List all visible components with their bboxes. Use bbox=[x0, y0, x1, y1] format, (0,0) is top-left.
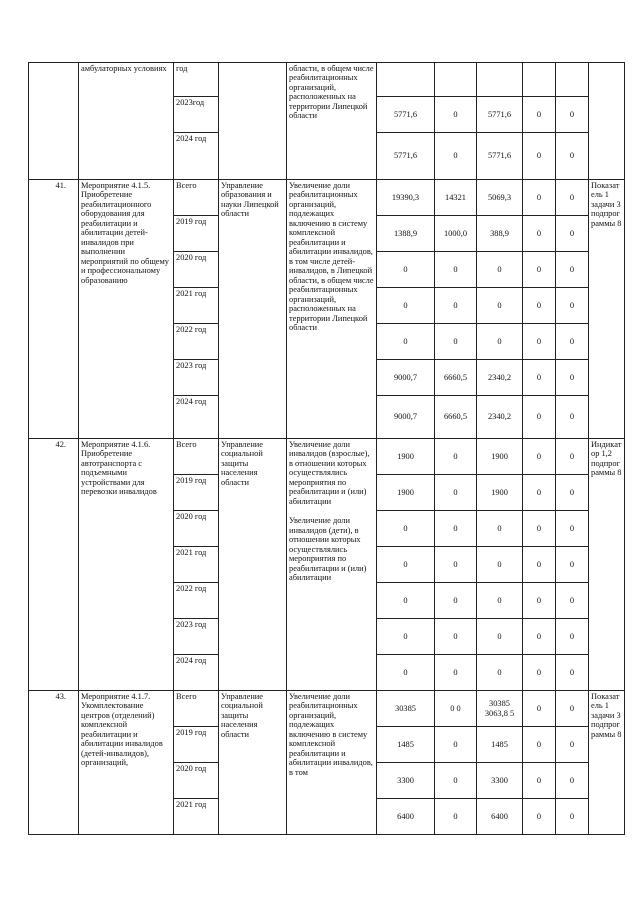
value-cell: 0 bbox=[377, 547, 435, 583]
value-cell bbox=[435, 63, 477, 97]
year-cell: Всего bbox=[174, 439, 219, 475]
value-cell: 3300 bbox=[377, 763, 435, 799]
value-cell: 5069,3 bbox=[477, 180, 523, 216]
result-cell bbox=[287, 180, 377, 439]
value-cell: 0 bbox=[556, 252, 589, 288]
value-cell bbox=[477, 63, 523, 97]
value-cell: 0 bbox=[523, 619, 556, 655]
event-cell: Мероприятие 4.1.7. Укомплектование центров (отделений) комплексной реабилитации и абилитации инвалидов (детей-инвалидов), организаций, bbox=[79, 691, 174, 835]
value-cell: 0 bbox=[556, 727, 589, 763]
value-cell: 0 bbox=[377, 583, 435, 619]
row-number-cell: 43. bbox=[29, 691, 79, 835]
year-cell: 2024 год bbox=[174, 133, 219, 180]
year-cell: 2023 год bbox=[174, 360, 219, 396]
value-cell bbox=[523, 63, 556, 97]
table-row bbox=[29, 691, 625, 727]
value-cell: 1000,0 bbox=[435, 216, 477, 252]
value-cell: 0 bbox=[523, 133, 556, 180]
executor-cell: Управление социальной защиты населения области bbox=[219, 439, 287, 691]
row-number-cell: 41. bbox=[29, 180, 79, 439]
indicator-cell bbox=[589, 63, 625, 180]
year-cell: Всего bbox=[174, 691, 219, 727]
row-number-cell bbox=[29, 63, 79, 180]
result-text-2: Увеличение доли инвалидов (дети), в отношении которых осуществлялись мероприятия по реабилитации и (или) абилитации bbox=[289, 516, 367, 583]
program-table bbox=[28, 62, 625, 835]
value-cell: 9000,7 bbox=[377, 360, 435, 396]
value-cell: 0 bbox=[523, 180, 556, 216]
value-cell: 0 bbox=[477, 324, 523, 360]
value-cell: 0 bbox=[556, 180, 589, 216]
value-cell: 0 bbox=[435, 133, 477, 180]
value-cell: 0 bbox=[435, 583, 477, 619]
executor-cell: Управление социальной защиты населения области bbox=[219, 691, 287, 835]
result-cell bbox=[287, 439, 377, 691]
year-cell: 2022 год bbox=[174, 324, 219, 360]
value-cell: 0 bbox=[556, 475, 589, 511]
value-cell: 0 bbox=[556, 439, 589, 475]
value-cell: 0 bbox=[435, 439, 477, 475]
value-cell: 0 bbox=[556, 763, 589, 799]
year-cell: год bbox=[174, 63, 219, 97]
value-cell: 5771,6 bbox=[377, 97, 435, 133]
value-cell: 0 bbox=[477, 583, 523, 619]
value-cell: 0 bbox=[556, 324, 589, 360]
value-cell: 0 bbox=[556, 799, 589, 835]
value-cell: 1900 bbox=[477, 439, 523, 475]
value-cell: 0 bbox=[477, 288, 523, 324]
result-cell: области, в общем числе реабилитационных организаций, расположенных на территории Липецкой области bbox=[287, 63, 377, 180]
value-cell: 0 bbox=[435, 288, 477, 324]
year-cell: 2020 год bbox=[174, 252, 219, 288]
value-cell: 0 bbox=[556, 619, 589, 655]
value-cell: 0 bbox=[523, 439, 556, 475]
value-cell: 0 bbox=[556, 396, 589, 439]
value-cell: 0 bbox=[523, 396, 556, 439]
value-cell: 0 bbox=[435, 547, 477, 583]
value-cell: 1900 bbox=[477, 475, 523, 511]
year-cell: 2019 год bbox=[174, 216, 219, 252]
value-cell: 30385 bbox=[377, 691, 435, 727]
year-cell: Всего bbox=[174, 180, 219, 216]
value-cell: 9000,7 bbox=[377, 396, 435, 439]
value-cell: 0 bbox=[435, 475, 477, 511]
value-cell: 388,9 bbox=[477, 216, 523, 252]
value-cell: 0 bbox=[377, 511, 435, 547]
value-cell: 0 bbox=[435, 763, 477, 799]
value-cell: 19390,3 bbox=[377, 180, 435, 216]
value-cell: 5771,6 bbox=[377, 133, 435, 180]
value-cell: 0 bbox=[523, 216, 556, 252]
value-cell: 0 bbox=[435, 619, 477, 655]
value-cell: 0 bbox=[523, 655, 556, 691]
value-cell: 0 bbox=[556, 583, 589, 619]
value-cell: 0 bbox=[435, 97, 477, 133]
value-cell: 0 bbox=[523, 583, 556, 619]
value-cell: 3300 bbox=[477, 763, 523, 799]
indicator-cell: Показатель 1 задачи 3 подпрограммы 8 bbox=[589, 691, 625, 835]
value-cell: 0 bbox=[523, 727, 556, 763]
executor-cell bbox=[219, 63, 287, 180]
value-cell: 5771,6 bbox=[477, 97, 523, 133]
value-cell: 6660,5 bbox=[435, 360, 477, 396]
year-cell: 2024 год bbox=[174, 655, 219, 691]
value-cell: 1485 bbox=[377, 727, 435, 763]
value-cell: 0 bbox=[477, 655, 523, 691]
value-cell: 0 bbox=[477, 619, 523, 655]
value-cell: 0 bbox=[523, 475, 556, 511]
value-cell: 0 bbox=[523, 288, 556, 324]
value-cell: 0 bbox=[556, 547, 589, 583]
indicator-cell: Индикатор 1,2 подпрограммы 8 bbox=[589, 439, 625, 691]
event-cell: амбулаторных условиях bbox=[79, 63, 174, 180]
value-cell: 1900 bbox=[377, 439, 435, 475]
value-cell: 1900 bbox=[377, 475, 435, 511]
value-cell: 0 bbox=[556, 97, 589, 133]
value-cell: 0 bbox=[435, 655, 477, 691]
value-cell: 0 bbox=[377, 288, 435, 324]
value-cell: 0 bbox=[523, 97, 556, 133]
value-cell: 2340,2 bbox=[477, 396, 523, 439]
value-cell: 0 0 bbox=[435, 691, 477, 727]
year-cell: 2024 год bbox=[174, 396, 219, 439]
year-cell: 2021 год bbox=[174, 547, 219, 583]
value-cell: 0 bbox=[523, 252, 556, 288]
value-cell: 0 bbox=[377, 655, 435, 691]
value-cell: 0 bbox=[523, 691, 556, 727]
year-cell: 2023 год bbox=[174, 619, 219, 655]
result-cell bbox=[287, 691, 377, 835]
value-cell: 0 bbox=[377, 252, 435, 288]
value-cell: 6400 bbox=[477, 799, 523, 835]
result-text: Увеличение доли реабилитационных организаций, подлежащих включению в систему комплексной реабилитации и абилитации инвалидов, в том числе детей-инвалидов, в Липецкой области, в общем числе реабилитационных организаций, расположенных на территории Липецкой области bbox=[289, 181, 374, 333]
value-cell bbox=[377, 63, 435, 97]
year-cell: 2020 год bbox=[174, 763, 219, 799]
row-number-cell: 42. bbox=[29, 439, 79, 691]
value-cell: 0 bbox=[556, 360, 589, 396]
table-row bbox=[29, 63, 625, 97]
event-cell: Мероприятие 4.1.6. Приобретение автотранспорта с подъемными устройствами для перевозки инвалидов bbox=[79, 439, 174, 691]
value-cell: 6400 bbox=[377, 799, 435, 835]
value-cell: 0 bbox=[523, 324, 556, 360]
executor-cell: Управление образования и науки Липецкой области bbox=[219, 180, 287, 439]
value-cell: 0 bbox=[477, 252, 523, 288]
value-cell: 0 bbox=[523, 360, 556, 396]
value-cell: 0 bbox=[377, 619, 435, 655]
year-cell: 2022 год bbox=[174, 583, 219, 619]
document-page bbox=[28, 62, 624, 835]
value-cell: 0 bbox=[523, 511, 556, 547]
indicator-cell: Показатель 1 задачи 3 подпрограммы 8 bbox=[589, 180, 625, 439]
value-cell: 0 bbox=[556, 511, 589, 547]
value-cell: 30385 3063,8 5 bbox=[477, 691, 523, 727]
value-cell bbox=[556, 63, 589, 97]
value-cell: 2340,2 bbox=[477, 360, 523, 396]
year-cell: 2021 год bbox=[174, 799, 219, 835]
result-text: Увеличение доли реабилитационных организаций, подлежащих включению в систему комплексной реабилитации и абилитации инвалидов, в том bbox=[289, 692, 373, 777]
value-cell: 6660,5 bbox=[435, 396, 477, 439]
value-cell: 1485 bbox=[477, 727, 523, 763]
value-cell: 0 bbox=[377, 324, 435, 360]
value-cell: 0 bbox=[477, 547, 523, 583]
year-cell: 2019 год bbox=[174, 475, 219, 511]
value-cell: 5771,6 bbox=[477, 133, 523, 180]
table-row bbox=[29, 439, 625, 475]
year-cell: 2019 год bbox=[174, 727, 219, 763]
value-cell: 0 bbox=[477, 511, 523, 547]
value-cell: 0 bbox=[435, 799, 477, 835]
year-cell: 2021 год bbox=[174, 288, 219, 324]
value-cell: 0 bbox=[556, 216, 589, 252]
value-cell: 0 bbox=[523, 799, 556, 835]
value-cell: 14321 bbox=[435, 180, 477, 216]
value-cell: 0 bbox=[523, 547, 556, 583]
event-cell: Мероприятие 4.1.5. Приобретение реабилитационного оборудования для реабилитации и абилитации детей-инвалидов при выполнении мероприятий по общему и профессиональному образованию bbox=[79, 180, 174, 439]
result-text: Увеличение доли инвалидов (взрослые), в отношении которых осуществлялись мероприятия по реабилитации и (или) абилитации bbox=[289, 440, 370, 506]
value-cell: 0 bbox=[523, 763, 556, 799]
table-row bbox=[29, 180, 625, 216]
value-cell: 0 bbox=[556, 288, 589, 324]
year-cell: 2023год bbox=[174, 97, 219, 133]
year-cell: 2020 год bbox=[174, 511, 219, 547]
value-cell: 0 bbox=[556, 691, 589, 727]
value-cell: 0 bbox=[435, 511, 477, 547]
value-cell: 0 bbox=[435, 324, 477, 360]
value-cell: 0 bbox=[556, 655, 589, 691]
value-cell: 0 bbox=[556, 133, 589, 180]
value-cell: 0 bbox=[435, 252, 477, 288]
value-cell: 0 bbox=[435, 727, 477, 763]
value-cell: 1388,9 bbox=[377, 216, 435, 252]
